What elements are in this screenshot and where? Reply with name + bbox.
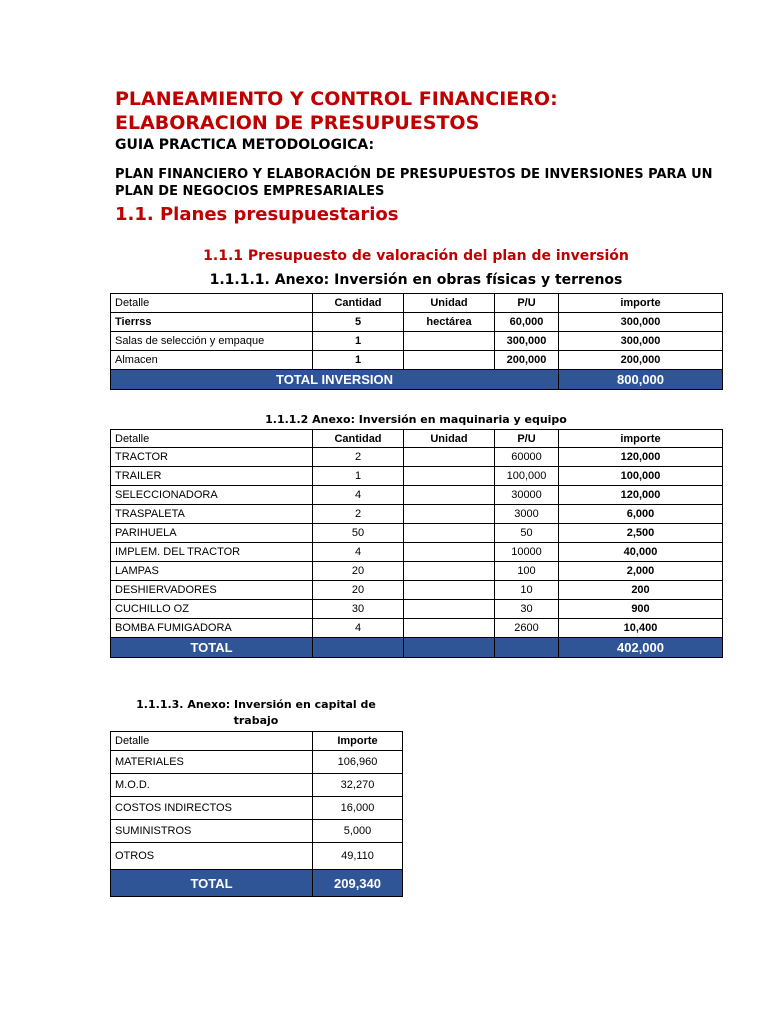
table-cell: 2,000 [559,562,723,581]
total-empty-cell [313,638,404,658]
subsection-heading: 1.1.1 Presupuesto de valoración del plan de inversión [203,248,629,264]
header-cell: P/U [495,430,559,448]
table-cell: 50 [495,524,559,543]
table-cell: 30 [495,600,559,619]
table-cell [404,448,495,467]
table-cell: 120,000 [559,448,723,467]
table-row [111,600,723,619]
table-cell: hectárea [404,313,495,332]
table-cell: 100,000 [495,467,559,486]
table-cell: TRASPALETA [111,505,313,524]
table-cell: LAMPAS [111,562,313,581]
table-cell: 4 [313,486,404,505]
table-row [111,774,403,797]
table-cell: 2,500 [559,524,723,543]
table-cell [404,581,495,600]
table-row [111,486,723,505]
table-row [111,313,723,332]
table-cell: SUMINISTROS [111,820,313,843]
table-row [111,562,723,581]
table-cell: 60000 [495,448,559,467]
table-cell: 200,000 [495,351,559,370]
total-value: 209,340 [313,870,403,897]
table-cell: 60,000 [495,313,559,332]
header-cell: Unidad [404,430,495,448]
table-cell: Salas de selección y empaque [111,332,313,351]
table-row [111,820,403,843]
table-cell: PARIHUELA [111,524,313,543]
table-cell: 10000 [495,543,559,562]
header-cell: Importe [313,732,403,751]
table-row [111,351,723,370]
table-cell: 300,000 [495,332,559,351]
table-cell: 4 [313,619,404,638]
table-cell [404,543,495,562]
table-cell: 100,000 [559,467,723,486]
total-label: TOTAL [111,638,313,658]
table-cell: M.O.D. [111,774,313,797]
table3-title: 1.1.1.3. Anexo: Inversión en capital de trabajo [136,698,376,727]
table-cell: Tierrss [111,313,313,332]
table-cell [404,332,495,351]
table-header-row [111,732,403,751]
table-cell: 300,000 [559,313,723,332]
table-cell: OTROS [111,843,313,870]
table-row [111,448,723,467]
table2-maquinaria [110,429,723,658]
table-cell: 900 [559,600,723,619]
table-cell: 50 [313,524,404,543]
table-cell: 10 [495,581,559,600]
table-cell: 1 [313,332,404,351]
table-header-row [111,430,723,448]
table-cell: 106,960 [313,751,403,774]
table-cell: 30000 [495,486,559,505]
table-cell: 100 [495,562,559,581]
table-cell: 200,000 [559,351,723,370]
table-cell: 200 [559,581,723,600]
table-cell: 30 [313,600,404,619]
table-cell: CUCHILLO OZ [111,600,313,619]
table1-title: 1.1.1.1. Anexo: Inversión en obras físicas y terrenos [209,272,623,288]
table-cell: 16,000 [313,797,403,820]
table-cell [404,562,495,581]
table-cell: 2 [313,505,404,524]
table-cell: 300,000 [559,332,723,351]
table-cell: 40,000 [559,543,723,562]
table-row [111,619,723,638]
table-cell [404,467,495,486]
total-empty-cell [495,638,559,658]
table-cell [404,524,495,543]
table-cell: BOMBA FUMIGADORA [111,619,313,638]
table-cell [404,505,495,524]
table2-title: 1.1.1.2 Anexo: Inversión en maquinaria y equipo [265,413,567,426]
table-cell: 2600 [495,619,559,638]
total-label: TOTAL INVERSION [111,370,559,390]
table-cell: 20 [313,562,404,581]
page-title: PLANEAMIENTO Y CONTROL FINANCIERO: ELABORACION DE PRESUPUESTOS [115,88,558,134]
table-cell [404,351,495,370]
table-cell [404,619,495,638]
table-cell [404,600,495,619]
table-cell [404,486,495,505]
table-cell: 5,000 [313,820,403,843]
table-row [111,751,403,774]
table-row [111,581,723,600]
plan-heading: PLAN FINANCIERO Y ELABORACIÓN DE PRESUPUESTOS DE INVERSIONES PARA UN PLAN DE NEGOCIOS EMPRESARIALES [115,167,713,199]
table-row [111,843,403,870]
total-value: 800,000 [559,370,723,390]
header-cell: Cantidad [313,430,404,448]
total-value: 402,000 [559,638,723,658]
table-row [111,332,723,351]
total-row [111,870,403,897]
table-cell: TRACTOR [111,448,313,467]
header-cell: Unidad [404,294,495,313]
total-row [111,370,723,390]
header-cell: Detalle [111,430,313,448]
table-cell: 1 [313,467,404,486]
table-cell: 120,000 [559,486,723,505]
header-cell: importe [559,294,723,313]
table-cell: IMPLEM. DEL TRACTOR [111,543,313,562]
table-cell: Almacen [111,351,313,370]
guide-heading: GUIA PRACTICA METODOLOGICA: [115,137,375,153]
table-cell: 5 [313,313,404,332]
table-header-row [111,294,723,313]
table-cell: TRAILER [111,467,313,486]
header-cell: importe [559,430,723,448]
header-cell: P/U [495,294,559,313]
table-row [111,505,723,524]
table3-capital-trabajo [110,731,403,897]
section-heading: 1.1. Planes presupuestarios [115,204,399,225]
total-label: TOTAL [111,870,313,897]
table-row [111,467,723,486]
table-row [111,524,723,543]
total-row [111,638,723,658]
header-cell: Detalle [111,294,313,313]
table-cell: 1 [313,351,404,370]
table-cell: COSTOS INDIRECTOS [111,797,313,820]
table-cell: 20 [313,581,404,600]
table-cell: 2 [313,448,404,467]
table-cell: 10,400 [559,619,723,638]
table-cell: 49,110 [313,843,403,870]
table-row [111,543,723,562]
table1-obras-fisicas [110,293,723,390]
header-cell: Detalle [111,732,313,751]
table-cell: SELECCIONADORA [111,486,313,505]
total-empty-cell [404,638,495,658]
table-cell: 4 [313,543,404,562]
table-cell: MATERIALES [111,751,313,774]
table-row [111,797,403,820]
header-cell: Cantidad [313,294,404,313]
table-cell: DESHIERVADORES [111,581,313,600]
table-cell: 32,270 [313,774,403,797]
table-cell: 3000 [495,505,559,524]
table-cell: 6,000 [559,505,723,524]
